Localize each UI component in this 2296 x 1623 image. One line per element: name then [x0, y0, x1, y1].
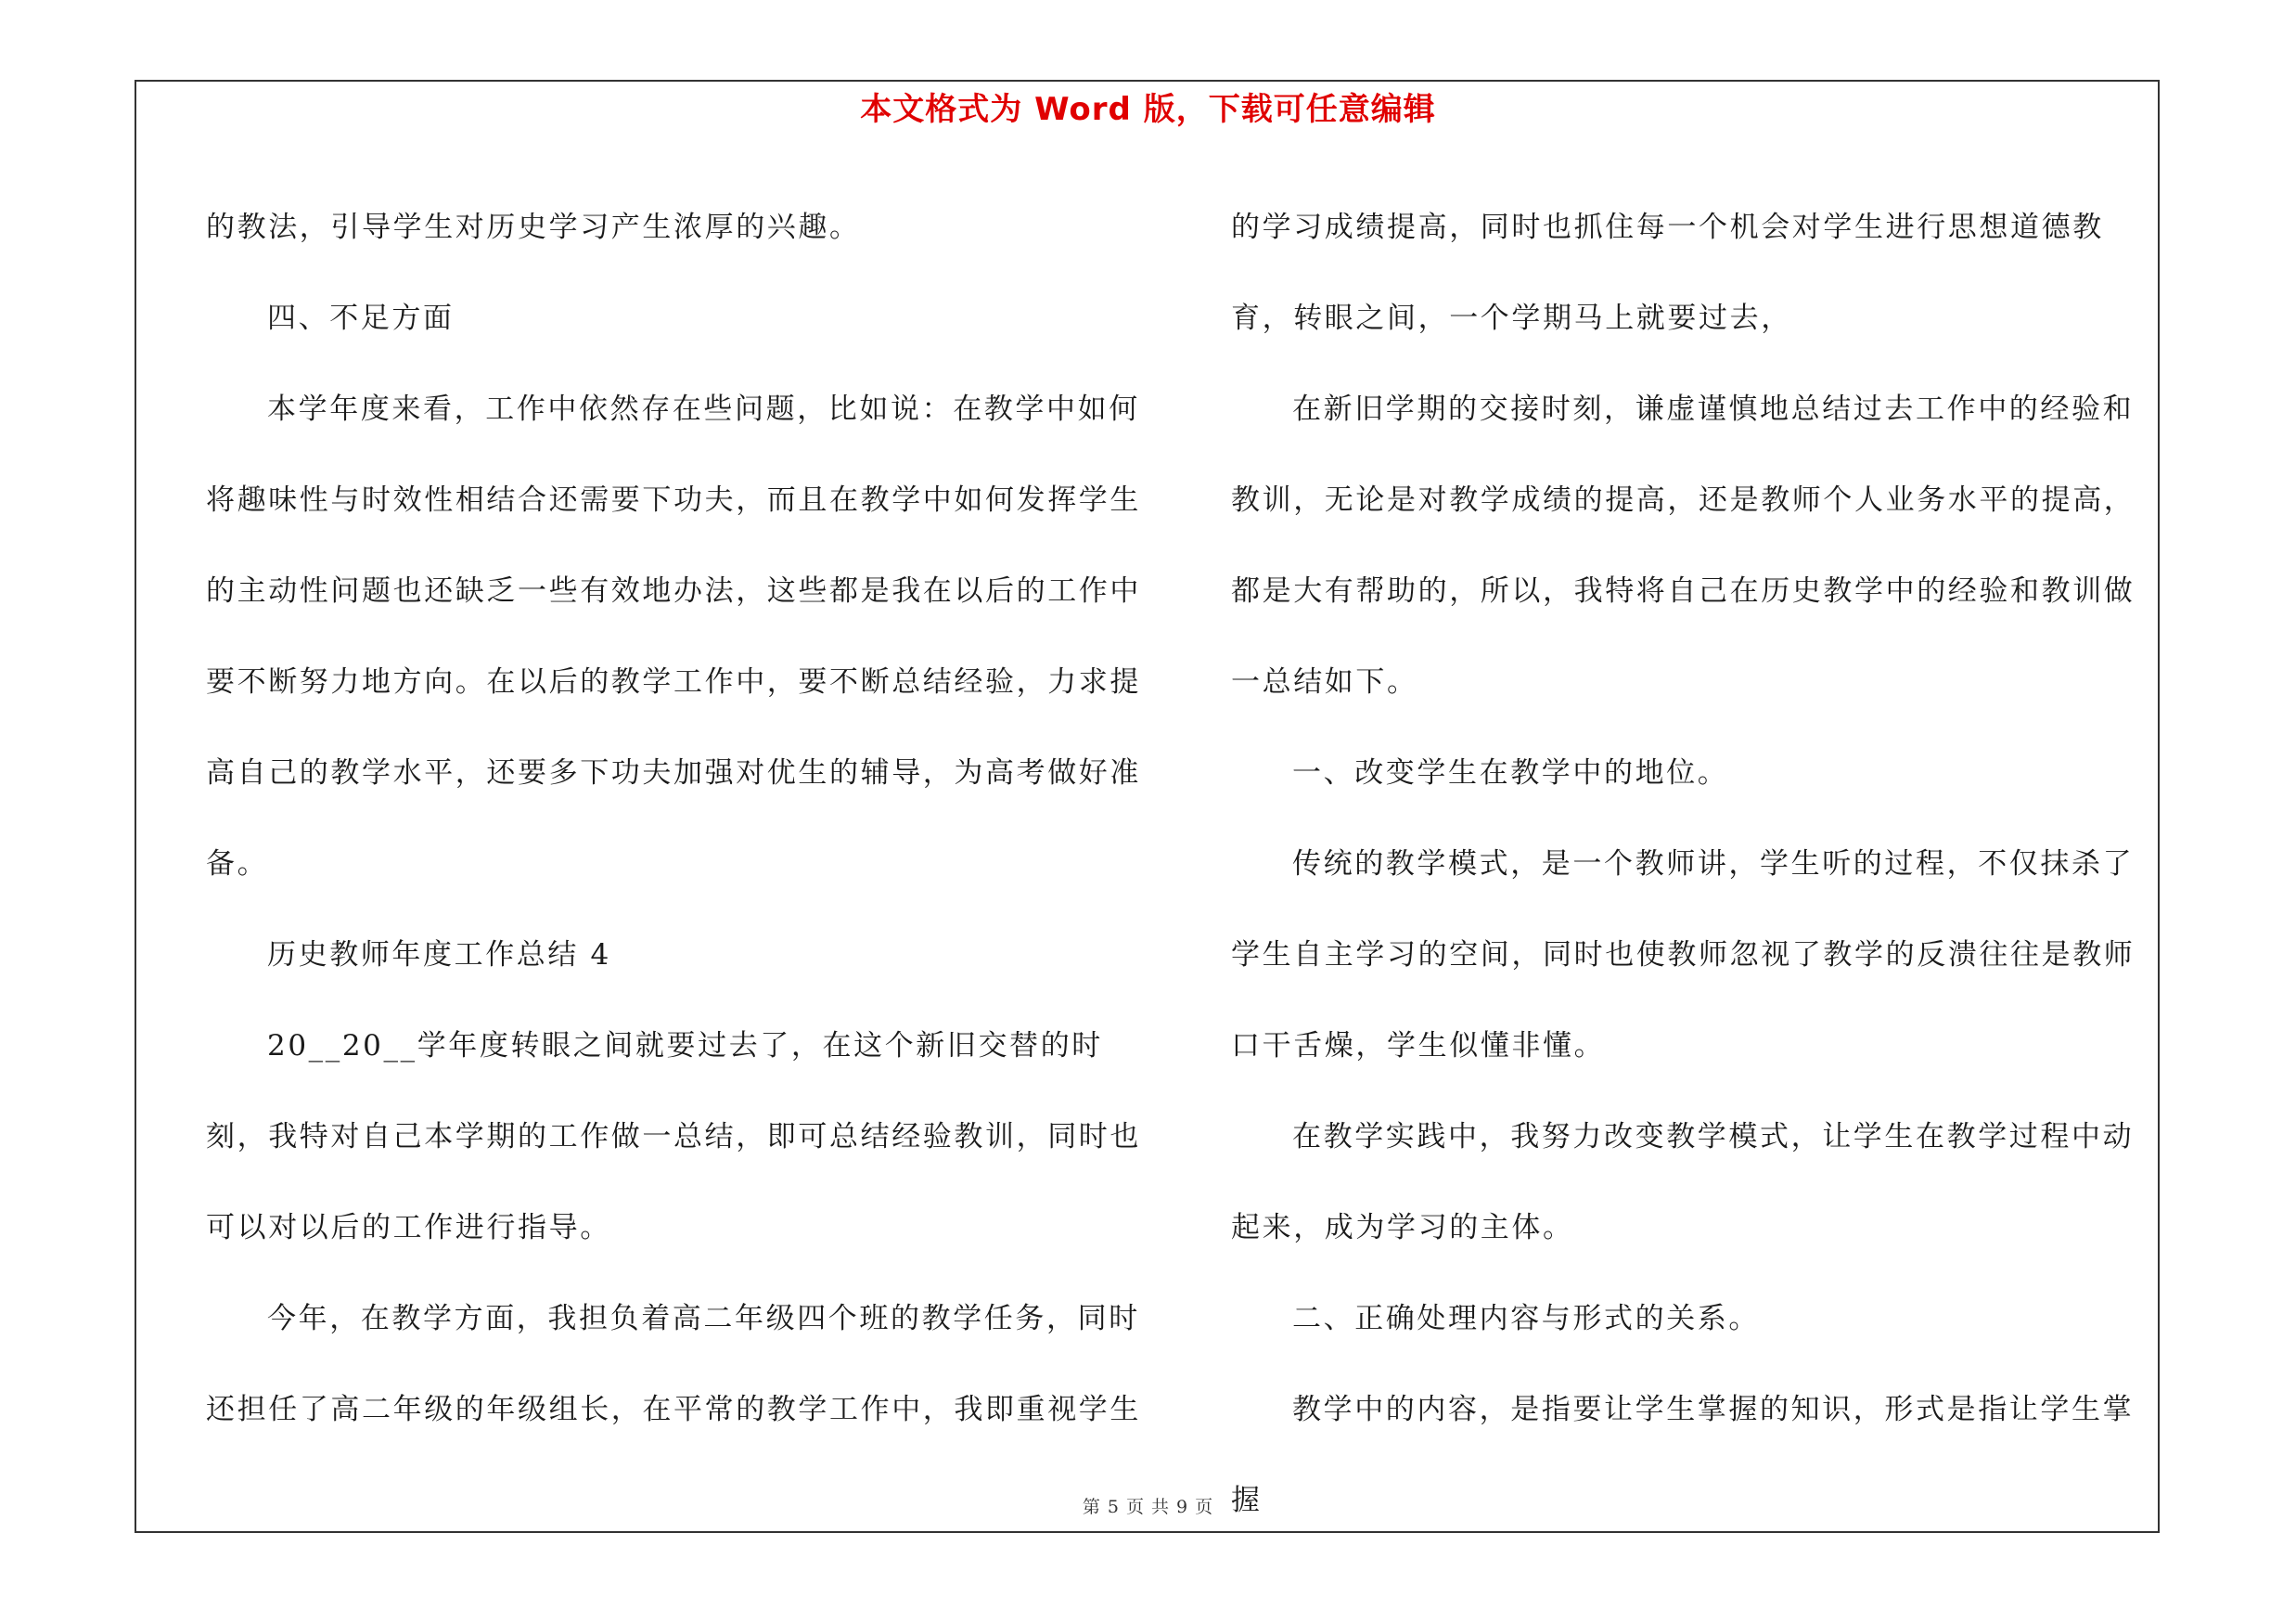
paragraph: 今年，在教学方面，我担负着高二年级四个班的教学任务，同时还担任了高二年级的年级组长，在平常的教学工作中，我即重视学生 — [206, 1302, 1141, 1426]
paragraph: 四、不足方面 — [267, 302, 455, 335]
paragraph: 历史教师年度工作总结 4 — [267, 938, 611, 972]
format-banner: 本文格式为 Word 版，下载可任意编辑 — [860, 91, 1436, 128]
paragraph: 的学习成绩提高，同时也抓住每一个机会对学生进行思想道德教育，转眼之间，一个学期马上就要过去， — [1231, 211, 2104, 335]
paragraph: 在教学实践中，我努力改变教学模式，让学生在教学过程中动起来，成为学习的主体。 — [1231, 1120, 2135, 1244]
paragraph: 一、改变学生在教学中的地位。 — [1292, 756, 1729, 790]
paragraph: 传统的教学模式，是一个教师讲，学生听的过程，不仅抹杀了学生自主学习的空间，同时也使教师忽视了教学的反溃往往是教师口干舌燥，学生似懂非懂。 — [1231, 847, 2136, 1063]
paragraph: 的教法，引导学生对历史学习产生浓厚的兴趣。 — [206, 211, 861, 244]
paragraph: 二、正确处理内容与形式的关系。 — [1292, 1302, 1760, 1335]
paragraph: 20__20__学年度转眼之间就要过去了，在这个新旧交替的时刻，我特对自己本学期的工作做一总结，即可总结经验教训，同时也可以对以后的工作进行指导。 — [206, 1029, 1141, 1244]
paragraph: 教学中的内容，是指要让学生掌握的知识，形式是指让学生掌握 — [1231, 1393, 2135, 1517]
paragraph: 在新旧学期的交接时刻，谦虚谨慎地总结过去工作中的经验和教训，无论是对教学成绩的提高，还是教师个人业务水平的提高，都是大有帮助的，所以，我特将自己在历史教学中的经验和教训做一总结如下。 — [1231, 393, 2136, 699]
left-column — [206, 182, 1152, 1462]
page-number-footer: 第 5 页 共 9 页 — [1082, 1497, 1214, 1517]
right-column — [1231, 182, 2159, 1517]
paragraph: 本学年度来看，工作中依然存在些问题，比如说：在教学中如何将趣味性与时效性相结合还需要下功夫，而且在教学中如何发挥学生的主动性问题也还缺乏一些有效地办法，这些都是我在以后的工作中要不断努力地方向。在以后的教学工作中，要不断总结经验，力求提高自己的教学水平，还要多下功夫加强对优生的辅导，为高考做好准备。 — [206, 393, 1141, 881]
